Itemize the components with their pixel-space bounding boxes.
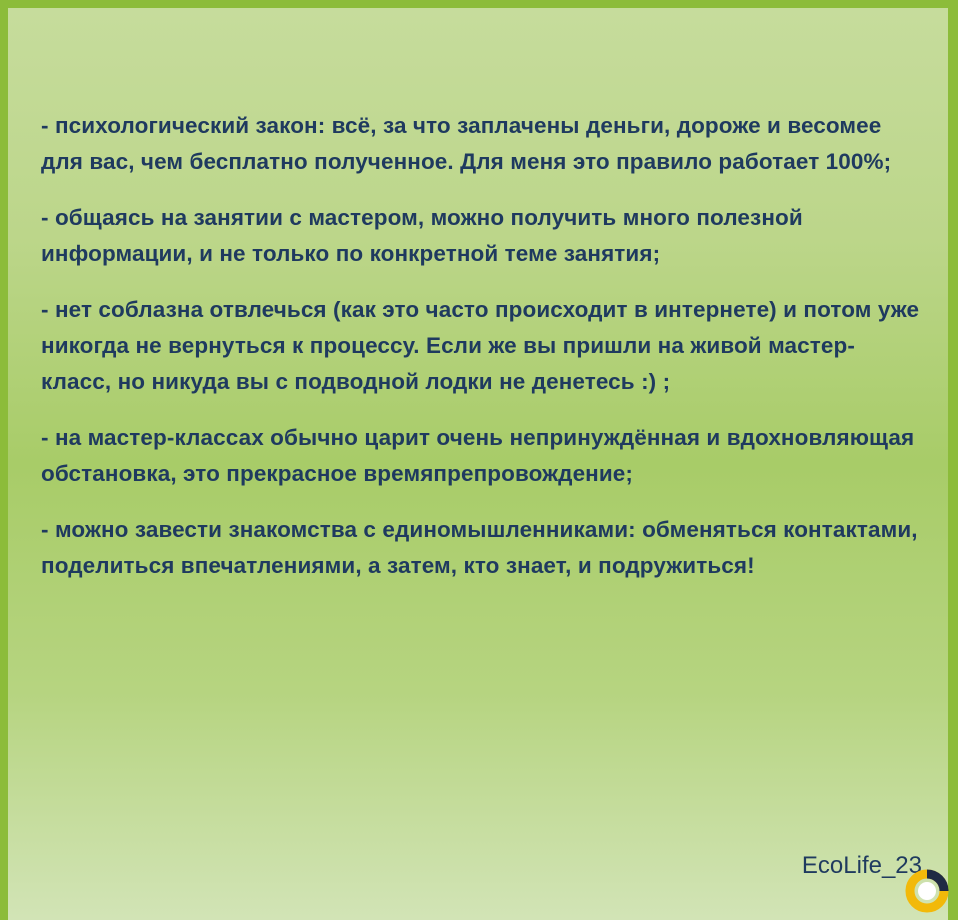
paragraph-4: - на мастер-классах обычно царит очень непринуждённая и вдохновляющая обстановка, это прекрасное времяпрепровождение; (41, 425, 915, 486)
paragraph-5: - можно завести знакомства с единомышленниками: обменяться контактами, поделиться впечатлениями, а затем, кто знает, и подружиться! (41, 517, 918, 578)
watermark-text: EcoLife_23 (801, 852, 922, 879)
paragraph-3: - нет соблазна отвлечься (как это часто происходит в интернете) и потом уже никогда не вернуться к процессу. Если же вы пришли на живой мастер-класс, но никуда вы с подводной лодки не денетесь :) ; (41, 297, 920, 394)
ring-logo-icon (904, 868, 950, 914)
slide-panel (8, 8, 948, 920)
text-content (41, 108, 921, 604)
paragraph-1: - психологический закон: всё, за что заплачены деньги, дороже и весомее для вас, чем бесплатно полученное. Для меня это правило работает 100%; (41, 113, 892, 174)
paragraph-2: - общаясь на занятии с мастером, можно получить много полезной информации, и не только по конкретной теме занятия; (41, 205, 803, 266)
